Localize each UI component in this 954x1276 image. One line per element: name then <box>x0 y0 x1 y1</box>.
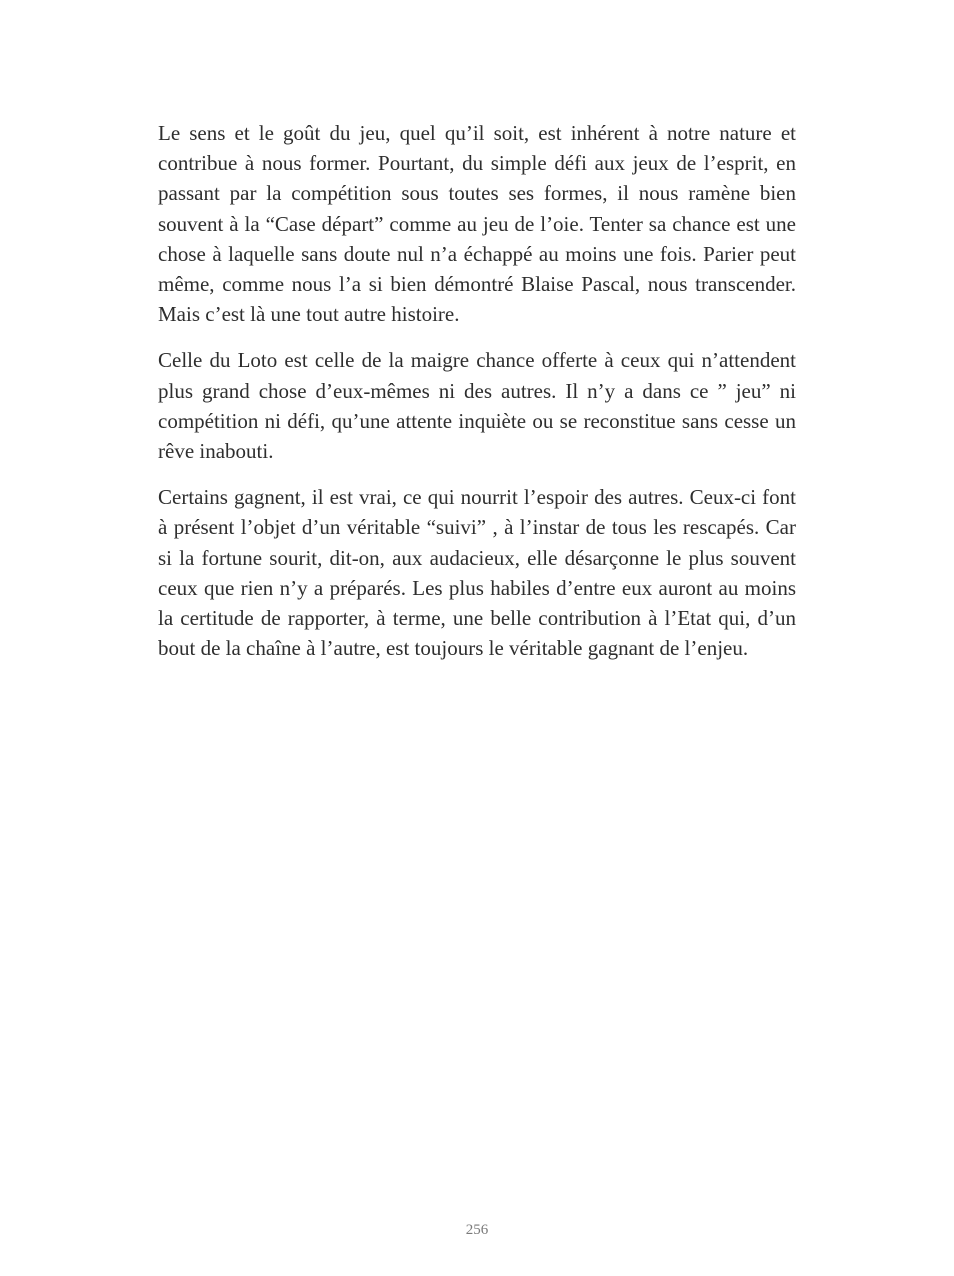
paragraph-1: Le sens et le goût du jeu, quel qu’il soit, est inhérent à notre nature et contribue à nous former. Pourtant, du simple défi aux jeux de l’esprit, en passant par la compétition sous toutes ses formes, il nous ramène bien souvent à la “Case départ” comme au jeu de l’oie. Tenter sa chance est une chose à laquelle sans doute nul n’a échappé au moins une fois. Parier peut même, comme nous l’a si bien démontré Blaise Pascal, nous transcender. Mais c’est là une tout autre histoire. <box>158 121 796 327</box>
paragraph-2: Celle du Loto est celle de la maigre chance offerte à ceux qui n’attendent plus grand chose d’eux-mêmes ni des autres. Il n’y a dans ce ” jeu” ni compétition ni défi, qu’une attente inquiète ou se reconstitue sans cesse un rêve inabouti. <box>158 348 796 464</box>
paragraph-3: Certains gagnent, il est vrai, ce qui nourrit l’espoir des autres. Ceux-ci font à présent l’objet d’un véritable “suivi” , à l’instar de tous les rescapés. Car si la fortune sourit, dit-on, aux audacieux, elle désarçonne le plus souvent ceux que rien n’y a préparés. Les plus habiles d’entre eux auront au moins la certitude de rapporter, à terme, une belle contribution à l’Etat qui, d’un bout de la chaîne à l’autre, est toujours le véritable gagnant de l’enjeu. <box>158 485 796 661</box>
body-text <box>158 118 796 679</box>
page-number: 256 <box>465 1222 489 1238</box>
